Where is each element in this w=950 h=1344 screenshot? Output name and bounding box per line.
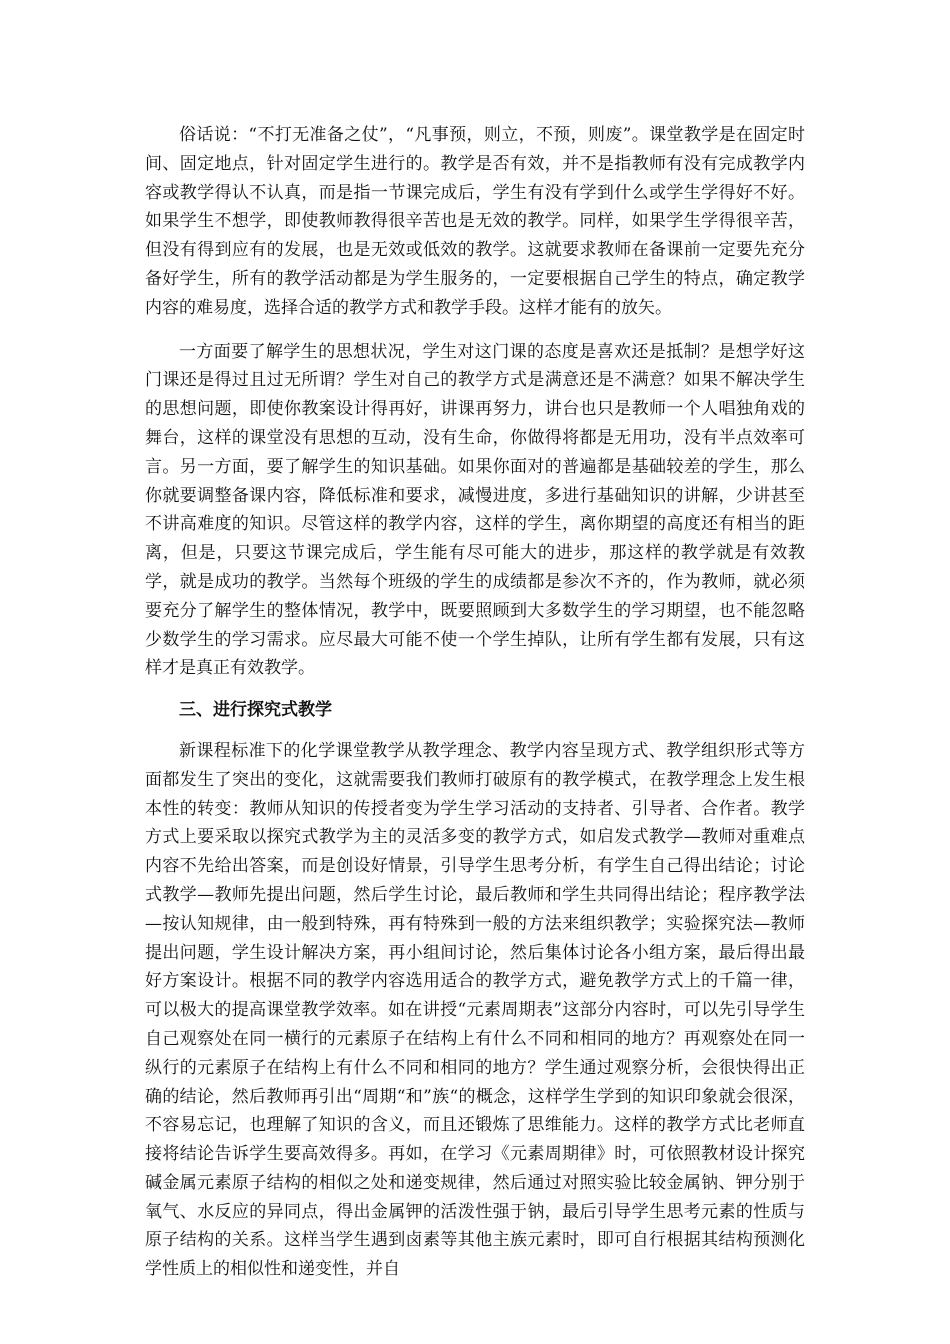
paragraph-inquiry-teaching: 新课程标准下的化学课堂教学从教学理念、教学内容呈现方式、教学组织形式等方面都发生了突出的变化，这就需要我们教师打破原有的教学模式，在教学理念上发生根本性的转变：教师从知识的传授者变为学生学习活动的支持者、引导者、合作者。教学方式上要采取以探究式教学为主的灵活多变的教学方式，如启发式教学—教师对重难点内容不先给出答案，而是创设好情景，引导学生思考分析，有学生自己得出结论；讨论式教学—教师先提出问题，然后学生讨论，最后教师和学生共同得出结论；程序教学法—按认知规律，由一般到特殊，再有特殊到一般的方法来组织教学；实验探究法—教师提出问题，学生设计解决方案，再小组间讨论，然后集体讨论各小组方案，最后得出最好方案设计。根据不同的教学内容选用适合的教学方式，避免教学方式上的千篇一律，可以极大的提高课堂教学效率。如在讲授“元素周期表”这部分内容时，可以先引导学生自己观察处在同一横行的元素原子在结构上有什么不同和相同的地方？再观察处在同一纵行的元素原子在结构上有什么不同和相同的地方？学生通过观察分析，会很快得出正确的结论，然后教师再引出“周期“和”族“的概念，这样学生学到的知识印象就会很深，不容易忘记，也理解了知识的含义，而且还锻炼了思维能力。这样的教学方式比老师直接将结论告诉学生要高效得多。再如，在学习《元素周期律》时，可依照教材设计探究碱金属元素原子结构的相似之处和递变规律，然后通过对照实验比较金属钠、钾分别于氧气、水反应的异同点，得出金属钾的活泼性强于钠，最后引导学生思考元素的性质与原子结构的关系。这样当学生遇到卤素等其他主族元素时，即可自行根据其结构预测化学性质上的相似性和递变性，并自 bbox=[145, 740, 805, 1280]
paragraph-preparation: 俗话说：“不打无准备之仗”，“凡事预，则立，不预，则废”。课堂教学是在固定时间、固定地点，针对固定学生进行的。教学是否有效，并不是指教师有没有完成教学内容或教学得认不认真，而是指一节课完成后，学生有没有学到什么或学生学得好不好。如果学生不想学，即使教师教得很辛苦也是无效的教学。同样，如果学生学得很辛苦，但没有得到应有的发展，也是无效或低效的教学。这就要求教师在备课前一定要先充分备好学生，所有的教学活动都是为学生服务的，一定要根据自己学生的特点，确定教学内容的难易度，选择合适的教学方式和教学手段。这样才能有的放矢。 bbox=[145, 125, 805, 318]
paragraph-student-understanding: 一方面要了解学生的思想状况，学生对这门课的态度是喜欢还是抵制？是想学好这门课还是得过且过无所谓？学生对自己的教学方式是满意还是不满意？如果不解决学生的思想问题，即使你教案设计得再好，讲课再努力，讲台也只是教师一个人唱独角戏的舞台，这样的课堂没有思想的互动，没有生命，你做得将都是无用功，没有半点效率可言。另一方面，要了解学生的知识基础。如果你面对的普遍都是基础较差的学生，那么你就要调整备课内容，降低标准和要求，减慢进度，多进行基础知识的讲解，少讲甚至不讲高难度的知识。尽管这样的教学内容，这样的学生，离你期望的高度还有相当的距离，但是，只要这节课完成后，学生能有尽可能大的进步，那这样的教学就是有效教学，就是成功的教学。当然每个班级的学生的成绩都是参次不齐的，作为教师，就必须要充分了解学生的整体情况，教学中，既要照顾到大多数学生的学习期望，也不能忽略少数学生的学习需求。应尽最大可能不使一个学生掉队，让所有学生都有发展，只有这样才是真正有效教学。 bbox=[145, 341, 805, 679]
document-body bbox=[145, 121, 805, 1284]
section-heading: 三、进行探究式教学 bbox=[179, 700, 332, 721]
